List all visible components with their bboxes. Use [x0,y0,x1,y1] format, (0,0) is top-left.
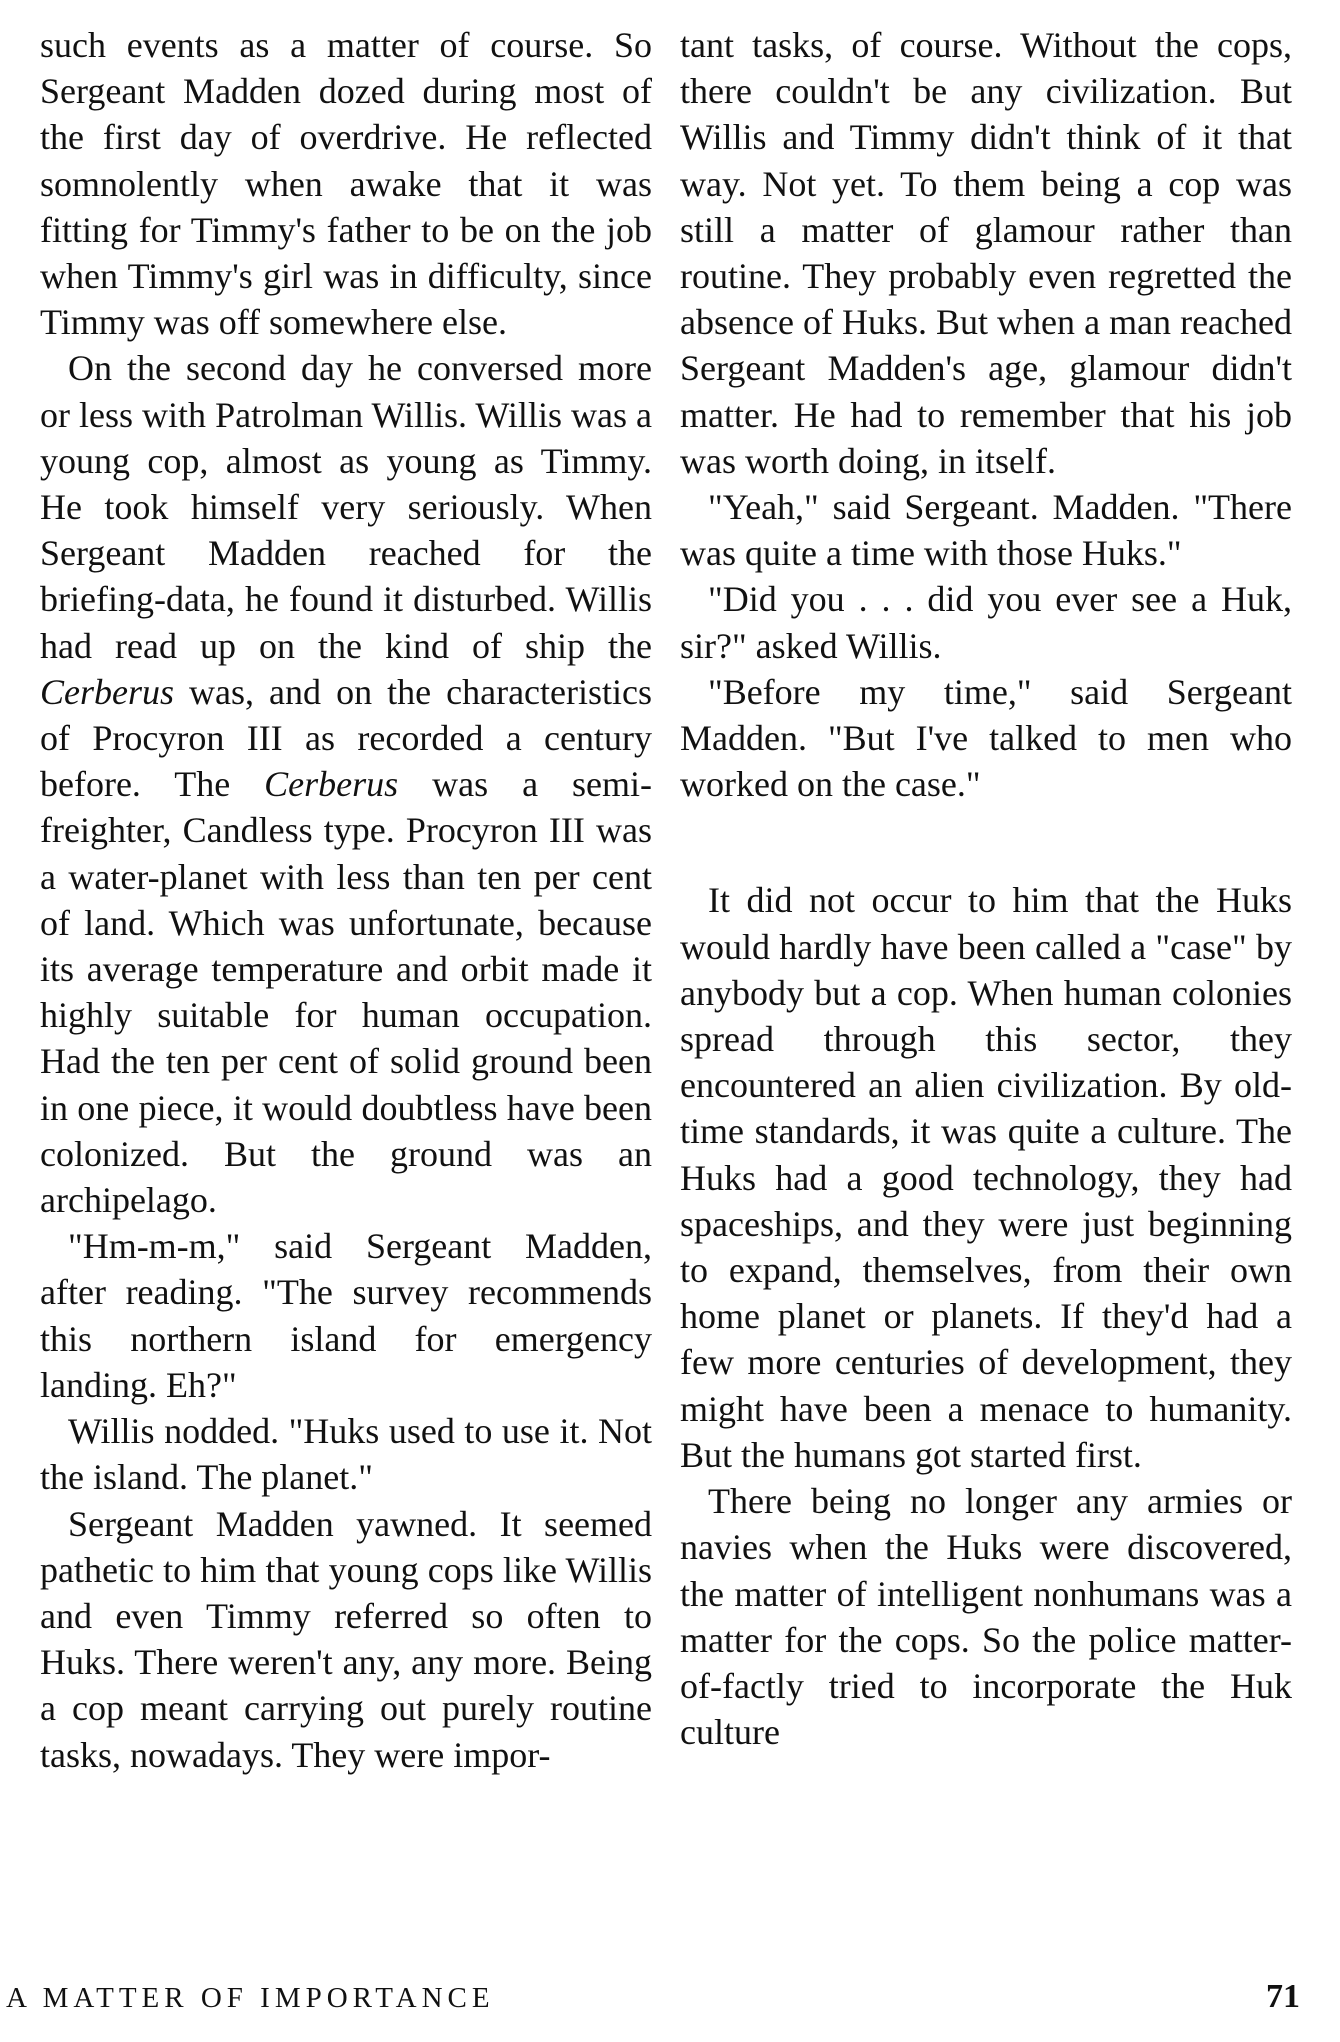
running-title: A MATTER OF IMPORTANCE [6,1982,495,2014]
paragraph: "Before my time," said Sergeant Madden. "But I've talked to men who worked on the case." [680,671,1292,805]
paragraph: tant tasks, of course. Without the cops, there couldn't be any civilization. But Willis and Timmy didn't think of it that way. Not yet. To them being a cop was still a matter of glamour rather than routine. They probably even regretted the absence of Huks. But when a man reached Sergeant Madden's age, glamour didn't matter. He had to remember that his job was worth doing, in itself. [680,25,1292,481]
left-column [40,22,652,1778]
paragraph: "Did you . . . did you ever see a Huk, sir?" asked Willis. [680,579,1292,666]
paragraph: such events as a matter of course. So Sergeant Madden dozed during most of the first day of overdrive. He reflected somnolently when awake that it was fitting for Timmy's father to be on the job when Timmy's girl was in difficulty, since Timmy was off somewhere else. [40,25,652,343]
ship-name: Cerberus [264,764,399,805]
paragraph: Sergeant Madden yawned. It seemed pathetic to him that young cops like Willis and even Timmy referred so often to Huks. There weren't any, any more. Being a cop meant carrying out purely routine tasks, nowadays. They were impor- [40,1503,652,1775]
page-number: 71 [1266,1978,1300,2015]
page-footer [0,1978,1340,2028]
paragraph: Willis nodded. "Huks used to use it. Not the island. The planet." [40,1411,652,1498]
paragraph: "Yeah," said Sergeant. Madden. "There was quite a time with those Huks." [680,487,1292,574]
paragraph: On the second day he conversed more or less with Patrolman Willis. Willis was a young cop, almost as young as Timmy. He took himself very seriously. When Sergeant Madden reached for the briefing-data, he found it disturbed. Willis had read up on the kind of ship the Cerberus was, and on the characteristics of Procyron III as recorded a century before. The Cerberus was a semi-freighter, Candless type. Procyron III was a water-planet with less than ten per cent of land. Which was unfortunate, because its average temperature and orbit made it highly suitable for human occupation. Had the ten per cent of solid ground been in one piece, it would doubtless have been colonized. But the ground was an archipelago. [40,348,652,1221]
section-break [680,807,1292,877]
paragraph: There being no longer any armies or navies when the Huks were discovered, the matter of intelligent nonhumans was a matter for the cops. So the police matter-of-factly tried to incorporate the Huk culture [680,1481,1292,1753]
paragraph: It did not occur to him that the Huks would hardly have been called a "case" by anybody but a cop. When human colonies spread through this sector, they encountered an alien civilization. By old-time standards, it was quite a culture. The Huks had a good technology, they had spaceships, and they were just beginning to expand, themselves, from their own home planet or planets. If they'd had a few more centuries of development, they might have been a menace to humanity. But the humans got started first. [680,880,1292,1475]
paragraph: "Hm-m-m," said Sergeant Madden, after reading. "The survey recommends this northern island for emergency landing. Eh?" [40,1226,652,1405]
right-column [680,22,1292,1755]
ship-name: Cerberus [40,671,174,712]
